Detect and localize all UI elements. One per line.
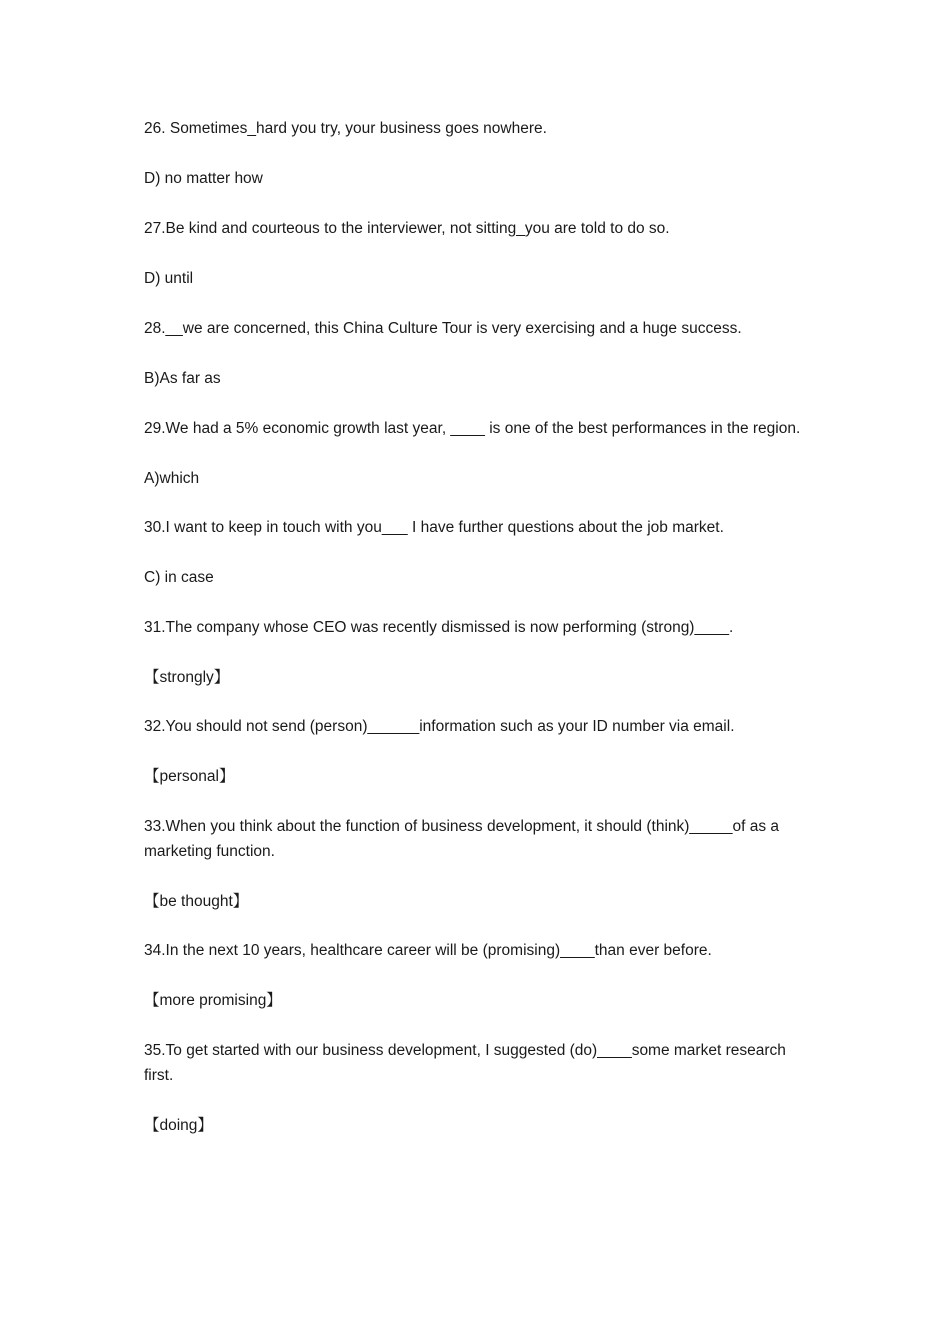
answer-31: 【strongly】 xyxy=(144,669,230,686)
question-31: 31.The company whose CEO was recently dismissed is now performing (strong)____. xyxy=(144,619,734,636)
answer-27: D) until xyxy=(144,270,194,287)
question-30: 30.I want to keep in touch with you___ I have further questions about the job market. xyxy=(144,519,724,536)
question-32: 32.You should not send (person)______information such as your ID number via email. xyxy=(144,718,735,735)
answer-32: 【personal】 xyxy=(144,768,235,785)
question-26: 26. Sometimes_hard you try, your business goes nowhere. xyxy=(144,120,547,137)
answer-30: C) in case xyxy=(144,569,214,586)
answer-34: 【more promising】 xyxy=(144,992,282,1009)
answer-33: 【be thought】 xyxy=(144,893,249,910)
question-27: 27.Be kind and courteous to the interviewer, not sitting_you are told to do so. xyxy=(144,220,670,237)
answer-28: B)As far as xyxy=(144,370,221,387)
question-34: 34.In the next 10 years, healthcare career will be (promising)____than ever before. xyxy=(144,942,712,959)
question-33: 33.When you think about the function of business development, it should (think)_____of as a marketing function. xyxy=(144,818,780,860)
answer-29: A)which xyxy=(144,470,200,487)
question-35: 35.To get started with our business development, I suggested (do)____some market research first. xyxy=(144,1042,786,1084)
question-28: 28.__we are concerned, this China Culture Tour is very exercising and a huge success. xyxy=(144,320,742,337)
question-29: 29.We had a 5% economic growth last year, ____ is one of the best performances in the region. xyxy=(144,420,801,437)
answer-35: 【doing】 xyxy=(144,1117,213,1134)
answer-26: D) no matter how xyxy=(144,170,263,187)
